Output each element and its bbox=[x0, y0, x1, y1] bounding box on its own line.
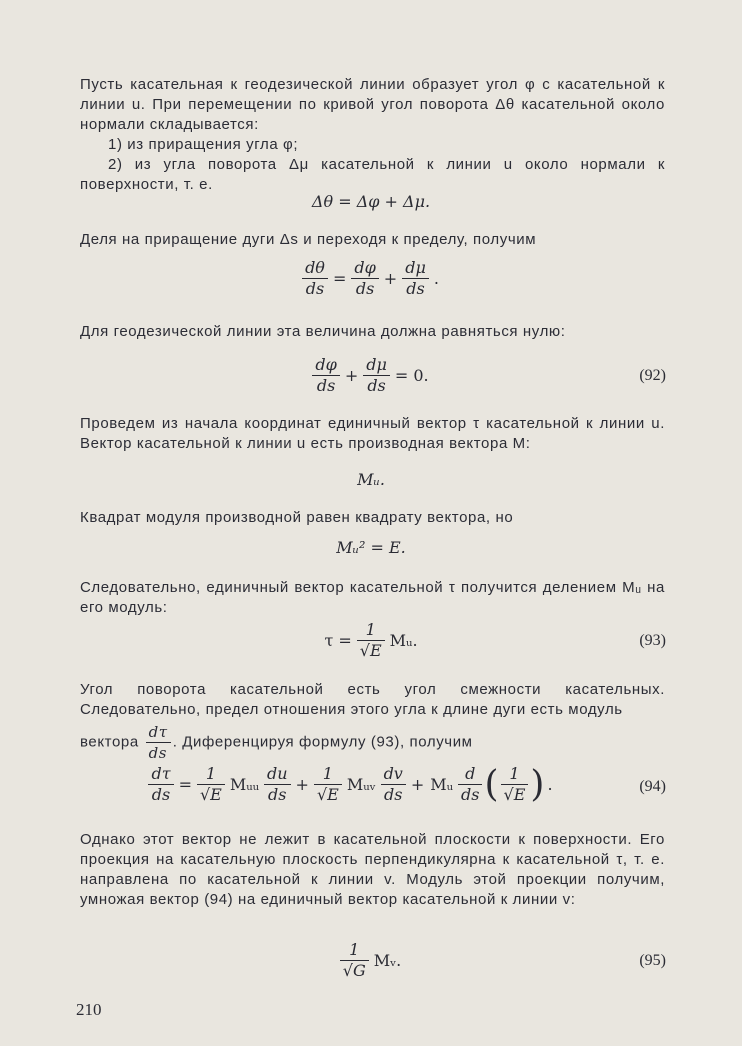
denominator: ds bbox=[406, 279, 425, 298]
paragraph-text: Угол поворота касательной есть угол смежности касательных. Следовательно, предел отношения этого угла к длине дуги есть модуль bbox=[80, 681, 665, 718]
equation-text: Mᵤ. bbox=[357, 470, 385, 489]
fraction bbox=[312, 355, 339, 396]
numerator: 1 bbox=[197, 764, 225, 785]
denominator: ds bbox=[268, 785, 287, 804]
paragraph-1: Пусть касательная к геодезической линии образует угол φ с касательной к линии u. При перемещении по кривой угол поворота Δθ касательной около нормали складывается: bbox=[80, 76, 665, 133]
equation-number: (95) bbox=[639, 952, 666, 969]
fraction bbox=[340, 940, 369, 981]
denominator: ds bbox=[367, 376, 386, 395]
denominator: √E bbox=[503, 785, 526, 804]
equation-body: $\frac{d\theta}{ds}$ = $\frac{d\varphi}{ds}$ + $\frac{d\mu}{ds}$ . bbox=[0, 258, 742, 299]
numerator: d bbox=[458, 764, 482, 785]
denominator: ds bbox=[461, 785, 480, 804]
paragraph-9 bbox=[80, 830, 665, 910]
equation-92 bbox=[0, 355, 742, 399]
equation-95 bbox=[0, 940, 742, 986]
numerator: 1 bbox=[314, 764, 342, 785]
paragraph-text: Для геодезической линии эта величина должна равняться нулю: bbox=[80, 323, 566, 340]
denominator: ds bbox=[316, 376, 336, 395]
vector: Mᵥ. bbox=[373, 951, 402, 970]
vector: Mᵤ bbox=[430, 775, 454, 794]
paragraph-8 bbox=[80, 722, 665, 763]
equation-body bbox=[0, 940, 742, 981]
equation-tail: . bbox=[433, 269, 439, 288]
numerator: 1 bbox=[357, 620, 385, 641]
vector: Mᵤᵥ bbox=[346, 775, 376, 794]
paragraph-text: Квадрат модуля производной равен квадрату вектора, но bbox=[80, 509, 514, 526]
equation-body: $\frac{d\tau}{ds}$ = $\frac{1}{√E}$ Mᵤᵤ $\frac{du}{ds}$ + $\frac{1}{√E}$ Mᵤᵥ $\frac{dv}{ds}$ + Mᵤ $\frac{d}{ds}$ ( $\frac{1}{√E}$ ) . bbox=[0, 764, 742, 805]
fraction bbox=[381, 764, 406, 805]
numerator: dv bbox=[381, 764, 406, 785]
paragraph-2 bbox=[80, 230, 665, 250]
paragraph-text bbox=[80, 722, 665, 763]
equation-93 bbox=[0, 620, 742, 666]
denominator: ds bbox=[151, 785, 171, 804]
numerator: dφ bbox=[312, 355, 339, 376]
fraction bbox=[264, 764, 291, 805]
equation-number: (92) bbox=[639, 367, 666, 384]
equation-text: Mᵤ² = E. bbox=[336, 538, 406, 557]
equation-lhs: τ = bbox=[324, 631, 352, 650]
equation-number: (93) bbox=[639, 632, 666, 649]
page-number: 210 bbox=[76, 1000, 102, 1019]
fraction bbox=[197, 764, 225, 805]
fraction bbox=[148, 764, 173, 805]
denominator: ds bbox=[355, 279, 375, 298]
equation-text: Δθ = Δφ + Δμ. bbox=[311, 192, 431, 211]
fraction bbox=[501, 764, 529, 805]
paragraph-7 bbox=[80, 680, 665, 720]
denominator: √G bbox=[342, 961, 366, 980]
numerator: 1 bbox=[340, 940, 369, 961]
numerator: dμ bbox=[363, 355, 390, 376]
numerator: dτ bbox=[148, 764, 173, 785]
paragraph-5 bbox=[80, 508, 665, 528]
vector: Mᵤᵤ bbox=[229, 775, 259, 794]
fraction bbox=[402, 258, 429, 299]
paragraph-4 bbox=[80, 414, 665, 454]
paragraph-intro bbox=[80, 75, 665, 195]
numerator: dφ bbox=[351, 258, 378, 279]
equation-Mu bbox=[0, 470, 742, 492]
paragraph-text: Деля на приращение дуги Δs и переходя к пределу, получим bbox=[80, 231, 537, 248]
denominator: ds bbox=[148, 744, 168, 762]
numerator: dμ bbox=[402, 258, 429, 279]
numerator: dτ bbox=[146, 722, 171, 743]
fraction bbox=[363, 355, 390, 396]
equation-derivative bbox=[0, 258, 742, 302]
paragraph-text: Проведем из начала координат единичный вектор τ касательной к линии u. Вектор касательной к линии u есть производная вектора M: bbox=[80, 415, 665, 452]
fraction bbox=[146, 722, 171, 763]
denominator: ds bbox=[305, 279, 325, 298]
paragraph-item-1: 1) из приращения угла φ; bbox=[108, 136, 299, 153]
paragraph-text: Однако этот вектор не лежит в касательной плоскости к поверхности. Его проекция на касательную плоскость перпендикулярна к касательной τ, т. е. направлена по касательной к линии v. Модуль этой проекции получим, умножая вектор (94) на единичный вектор касательной к линии v: bbox=[80, 831, 665, 908]
equation-rhs: Mᵤ. bbox=[389, 631, 418, 650]
paragraph-text: Следовательно, единичный вектор касательной τ получится делением Mᵤ на его модуль: bbox=[80, 579, 665, 616]
equation-body bbox=[0, 620, 742, 661]
fraction bbox=[458, 764, 482, 805]
paragraph-6 bbox=[80, 578, 665, 618]
equation-delta-theta bbox=[0, 192, 742, 214]
numerator: du bbox=[264, 764, 291, 785]
fraction bbox=[314, 764, 342, 805]
text-run: вектора bbox=[80, 733, 139, 751]
fraction bbox=[351, 258, 378, 299]
fraction bbox=[357, 620, 385, 661]
equation-94 bbox=[0, 764, 742, 814]
denominator: √E bbox=[199, 785, 222, 804]
denominator: ds bbox=[383, 785, 403, 804]
equation-Mu-squared bbox=[0, 538, 742, 560]
equation-number: (94) bbox=[639, 778, 666, 795]
numerator: dθ bbox=[302, 258, 328, 279]
text-run: . Диференцируя формулу (93), получим bbox=[172, 733, 473, 751]
equation-tail: = 0. bbox=[394, 366, 429, 385]
denominator: √E bbox=[316, 785, 339, 804]
numerator: 1 bbox=[501, 764, 529, 785]
paragraph-item-2: 2) из угла поворота Δμ касательной к линии u около нормали к поверхности, т. е. bbox=[80, 156, 665, 193]
denominator: √E bbox=[359, 641, 382, 660]
fraction bbox=[302, 258, 328, 299]
equation-body: $\frac{d\varphi}{ds}$ + $\frac{d\mu}{ds}$ = 0. bbox=[0, 355, 742, 396]
paragraph-3 bbox=[80, 322, 665, 342]
